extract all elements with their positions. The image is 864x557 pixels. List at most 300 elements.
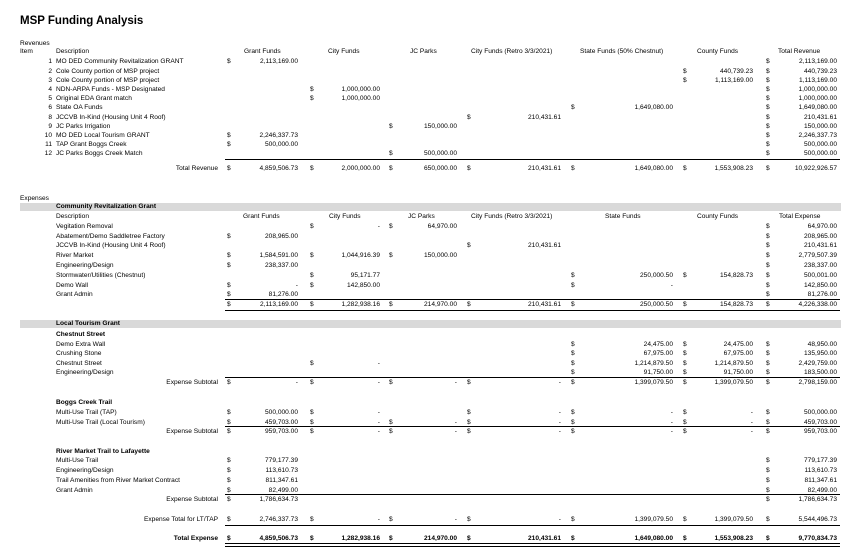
total-revenue-dollar: $: [571, 165, 575, 172]
crg-row-dollar: $: [766, 282, 770, 289]
crg-row-dollar: $: [227, 291, 231, 298]
page-title: MSP Funding Analysis: [20, 15, 144, 27]
boggs-row-dollar: $: [766, 419, 770, 426]
chestnut-row-dollar: $: [571, 360, 575, 367]
revenue-description: JC Parks Boggs Creek Match: [56, 150, 143, 157]
revenue-row-value: 500,000.00: [423, 150, 457, 157]
boggs-description: Multi-Use Trail (Local Tourism): [56, 419, 145, 426]
chestnut-row-value: 183,500.00: [803, 369, 837, 376]
revenue-row-dollar: $: [683, 77, 687, 84]
boggs-row-dollar: $: [227, 409, 231, 416]
revenue-row-value: 1,649,080.00: [798, 104, 837, 111]
boggs-row-dollar: $: [571, 419, 575, 426]
crg-description: Engineering/Design: [56, 262, 114, 269]
boggs-row-dollar: $: [571, 409, 575, 416]
total-revenue-dollar: $: [766, 165, 770, 172]
revenue-item-number: 10: [44, 132, 52, 139]
ltg-title: Local Tourism Grant: [56, 320, 120, 327]
total-expense-value: 4,859,506.73: [259, 535, 298, 542]
header-description: Description: [56, 48, 89, 55]
revenue-item-number: 3: [48, 77, 52, 84]
revenue-column-header: County Funds: [697, 48, 739, 55]
total-revenue-dollar: $: [389, 165, 393, 172]
crg-row-dollar: $: [683, 272, 687, 279]
crg-row-dollar: $: [310, 252, 314, 259]
chestnut-row-value: 1,214,879.50: [714, 360, 753, 367]
total-expense-dollar: $: [467, 535, 471, 542]
boggs-row-value: -: [377, 419, 380, 426]
total-expense-dollar: $: [766, 535, 770, 542]
river-row-dollar: $: [766, 487, 770, 494]
boggs-row-value: -: [558, 419, 561, 426]
crg-row-value: 238,337.00: [803, 262, 837, 269]
river-row-dollar: $: [227, 457, 231, 464]
revenue-row-value: 150,000.00: [423, 123, 457, 130]
revenue-item-number: 4: [48, 86, 52, 93]
boggs-subtotal-value: 959,703.00: [264, 428, 298, 435]
crg-row-dollar: $: [310, 223, 314, 230]
river-row-value: 811,347.61: [265, 477, 298, 484]
revenue-description: Cole County portion of MSP project: [56, 68, 160, 75]
total-expense-value: 210,431.61: [527, 535, 561, 542]
chestnut-row-value: 24,475.00: [643, 341, 673, 348]
boggs-row-value: -: [750, 419, 753, 426]
revenue-item-number: 11: [45, 141, 52, 148]
crg-row-dollar: $: [766, 242, 770, 249]
revenue-row-dollar: $: [389, 150, 393, 157]
river-subtotal-value: 1,786,634.73: [798, 496, 837, 503]
river-row-dollar: $: [766, 467, 770, 474]
revenue-row-dollar: $: [766, 114, 770, 121]
revenue-description: JCCVB In-Kind (Housing Unit 4 Roof): [56, 114, 166, 121]
revenue-total-rule: [225, 159, 840, 160]
header-item: Item: [20, 48, 33, 55]
lt-tap-total-value: -: [558, 516, 561, 523]
lt-tap-total-label: Expense Total for LT/TAP: [143, 516, 218, 523]
revenue-row-dollar: $: [766, 104, 770, 111]
total-expense-value: 1,553,908.23: [714, 535, 753, 542]
revenue-row-value: 1,113,169.00: [798, 77, 837, 84]
river-row-dollar: $: [227, 467, 231, 474]
total-expense-label: Total Expense: [173, 535, 218, 542]
crg-row-dollar: $: [310, 282, 314, 289]
lt-tap-total-dollar: $: [310, 516, 314, 523]
revenue-row-value: 210,431.61: [803, 114, 837, 121]
total-expense-dollar: $: [389, 535, 393, 542]
crg-row-dollar: $: [227, 282, 231, 289]
boggs-row-dollar: $: [467, 409, 471, 416]
chestnut-subtotal-rule: [225, 377, 840, 378]
crg-row-value: 142,850.00: [803, 282, 837, 289]
river-subtotal-value: 1,786,634.73: [259, 496, 298, 503]
crg-total-dollar: $: [227, 301, 231, 308]
crg-column-header: Grant Funds: [243, 213, 280, 220]
chestnut-row-dollar: $: [766, 360, 770, 367]
crg-row-dollar: $: [389, 252, 393, 259]
river-description: Grant Admin: [56, 487, 93, 494]
chestnut-row-value: 91,750.00: [723, 369, 753, 376]
revenue-row-value: 440,739.23: [803, 68, 837, 75]
revenue-description: MO DED Local Tourism GRANT: [56, 132, 150, 139]
revenue-row-dollar: $: [227, 141, 231, 148]
crg-total-underline: [225, 310, 840, 311]
chestnut-description: Crushing Stone: [56, 350, 102, 357]
crg-row-value: 238,337.00: [264, 262, 298, 269]
total-revenue-label: Total Revenue: [175, 165, 218, 172]
revenue-row-value: 500,000.00: [803, 141, 837, 148]
boggs-subtotal-value: -: [558, 428, 561, 435]
lt-tap-total-value: 5,544,496.73: [798, 516, 837, 523]
crg-row-value: 208,965.00: [803, 233, 837, 240]
revenue-item-number: 2: [48, 68, 52, 75]
crg-total-value: 250,000.50: [639, 301, 673, 308]
crg-column-header: City Funds (Retro 3/3/2021): [471, 213, 553, 220]
crg-row-dollar: $: [571, 272, 575, 279]
revenue-row-value: 1,000,000.00: [341, 86, 380, 93]
total-expense-dollar: $: [683, 535, 687, 542]
crg-total-value: 214,970.00: [423, 301, 457, 308]
crg-row-value: 210,431.61: [803, 242, 837, 249]
crg-row-value: 500,001.00: [803, 272, 837, 279]
lt-tap-total-dollar: $: [389, 516, 393, 523]
revenue-item-number: 8: [48, 114, 52, 121]
lt-tap-total-underline: [225, 525, 840, 526]
chestnut-subtotal-value: -: [295, 379, 298, 386]
boggs-row-value: -: [558, 409, 561, 416]
chestnut-row-value: 48,950.00: [807, 341, 837, 348]
boggs-subtotal-rule: [225, 426, 840, 427]
expenses-label: Expenses: [20, 195, 49, 202]
crg-column-header: JC Parks: [408, 213, 435, 220]
boggs-subtotal-value: -: [377, 428, 380, 435]
boggs-subtotal-dollar: $: [227, 428, 231, 435]
crg-description: Grant Admin: [56, 291, 93, 298]
lt-tap-total-value: -: [377, 516, 380, 523]
chestnut-row-value: -: [377, 360, 380, 367]
total-expense-value: 1,282,938.16: [341, 535, 380, 542]
chestnut-row-value: 67,975.00: [723, 350, 753, 357]
boggs-subtotal-label: Expense Subtotal: [166, 428, 218, 435]
revenue-row-dollar: $: [467, 114, 471, 121]
chestnut-subtotal-value: 1,399,079.50: [634, 379, 673, 386]
boggs-subtotal-value: -: [750, 428, 753, 435]
ltg-band: [20, 320, 841, 328]
chestnut-row-value: 24,475.00: [723, 341, 753, 348]
crg-row-value: 64,970.00: [807, 223, 837, 230]
boggs-subtotal-value: -: [454, 428, 457, 435]
lt-tap-total-value: 1,399,079.50: [714, 516, 753, 523]
chestnut-row-dollar: $: [310, 360, 314, 367]
revenue-column-header: Total Revenue: [778, 48, 821, 55]
chestnut-subtotal-value: -: [454, 379, 457, 386]
chestnut-row-dollar: $: [766, 341, 770, 348]
crg-row-dollar: $: [571, 282, 575, 289]
crg-column-header: State Funds: [605, 213, 641, 220]
crg-row-value: -: [670, 282, 673, 289]
chestnut-subtotal-dollar: $: [571, 379, 575, 386]
boggs-row-dollar: $: [766, 409, 770, 416]
crg-row-value: 142,850.00: [346, 282, 380, 289]
revenue-row-dollar: $: [571, 104, 575, 111]
chestnut-row-value: 91,750.00: [643, 369, 673, 376]
crg-row-value: 250,000.50: [639, 272, 673, 279]
total-expense-value: 9,770,834.73: [798, 535, 837, 542]
crg-total-value: 2,113,169.00: [259, 301, 298, 308]
river-row-dollar: $: [766, 457, 770, 464]
revenue-row-value: 150,000.00: [803, 123, 837, 130]
revenue-column-header: JC Parks: [410, 48, 437, 55]
crg-total-dollar: $: [467, 301, 471, 308]
crg-total-dollar: $: [571, 301, 575, 308]
total-expense-dollar: $: [571, 535, 575, 542]
total-expense-value: 214,970.00: [423, 535, 457, 542]
boggs-subtotal-dollar: $: [766, 428, 770, 435]
total-expense-dollar: $: [227, 535, 231, 542]
chestnut-subtotal-value: 1,399,079.50: [714, 379, 753, 386]
boggs-row-value: 459,703.00: [803, 419, 837, 426]
chestnut-row-dollar: $: [683, 350, 687, 357]
total-expense-underline: [225, 543, 840, 547]
river-row-dollar: $: [227, 487, 231, 494]
chestnut-subtotal-value: -: [377, 379, 380, 386]
chestnut-subtotal-dollar: $: [310, 379, 314, 386]
total-revenue-value: 4,859,506.73: [259, 165, 298, 172]
crg-row-dollar: $: [310, 272, 314, 279]
total-revenue-value: 210,431.61: [527, 165, 561, 172]
total-revenue-dollar: $: [310, 165, 314, 172]
revenue-row-value: 1,000,000.00: [341, 95, 380, 102]
boggs-row-dollar: $: [683, 419, 687, 426]
revenue-row-value: 2,113,169.00: [259, 58, 298, 65]
crg-row-value: 150,000.00: [423, 252, 457, 259]
river-description: Trail Amenities from River Market Contract: [56, 477, 180, 484]
boggs-subtotal-dollar: $: [683, 428, 687, 435]
chestnut-row-dollar: $: [766, 350, 770, 357]
revenue-column-header: Grant Funds: [244, 48, 281, 55]
crg-row-value: 81,276.00: [268, 291, 298, 298]
revenue-row-dollar: $: [766, 58, 770, 65]
lt-tap-total-value: -: [454, 516, 457, 523]
boggs-subtotal-value: 959,703.00: [803, 428, 837, 435]
lt-tap-total-dollar: $: [227, 516, 231, 523]
revenue-row-dollar: $: [766, 95, 770, 102]
boggs-row-value: -: [750, 409, 753, 416]
crg-total-dollar: $: [310, 301, 314, 308]
revenue-column-header: City Funds: [328, 48, 360, 55]
crg-row-dollar: $: [766, 272, 770, 279]
crg-column-header: City Funds: [329, 213, 361, 220]
crg-description: Stormwater/Utilities (Chestnut): [56, 272, 146, 279]
crg-row-dollar: $: [766, 233, 770, 240]
chestnut-subtotal-dollar: $: [467, 379, 471, 386]
boggs-row-dollar: $: [389, 419, 393, 426]
revenue-row-dollar: $: [683, 68, 687, 75]
lt-tap-total-dollar: $: [571, 516, 575, 523]
revenue-row-value: 440,739.23: [719, 68, 753, 75]
crg-row-dollar: $: [227, 233, 231, 240]
chestnut-subtotal-value: 2,798,159.00: [798, 379, 837, 386]
revenue-row-value: 2,246,337.73: [259, 132, 298, 139]
total-revenue-value: 10,922,926.57: [794, 165, 837, 172]
chestnut-row-dollar: $: [683, 369, 687, 376]
crg-row-dollar: $: [389, 223, 393, 230]
crg-description: Vegitation Removal: [56, 223, 113, 230]
crg-row-dollar: $: [766, 223, 770, 230]
river-row-value: 779,177.39: [264, 457, 298, 464]
boggs-row-dollar: $: [683, 409, 687, 416]
crg-total-dollar: $: [389, 301, 393, 308]
boggs-row-value: 500,000.00: [803, 409, 837, 416]
boggs-row-dollar: $: [310, 419, 314, 426]
lt-tap-total-dollar: $: [766, 516, 770, 523]
boggs-row-dollar: $: [467, 419, 471, 426]
river-row-value: 113,610.73: [804, 467, 837, 474]
total-revenue-value: 1,553,908.23: [714, 165, 753, 172]
revenue-row-dollar: $: [766, 132, 770, 139]
revenues-label: Revenues: [20, 40, 50, 47]
boggs-subtotal-dollar: $: [389, 428, 393, 435]
revenue-description: Cole County portion of MSP project: [56, 77, 160, 84]
revenue-column-header: State Funds (50% Chestnut): [580, 48, 664, 55]
revenue-item-number: 1: [48, 58, 52, 65]
chestnut-description: Chestnut Street: [56, 360, 102, 367]
crg-row-value: -: [377, 223, 380, 230]
chestnut-description: Demo Extra Wall: [56, 341, 106, 348]
chestnut-heading: Chestnut Street: [56, 331, 106, 338]
crg-row-value: 1,584,591.00: [259, 252, 298, 259]
boggs-row-value: -: [377, 409, 380, 416]
crg-description: JCCVB In-Kind (Housing Unit 4 Roof): [56, 242, 166, 249]
boggs-row-value: -: [670, 419, 673, 426]
chestnut-subtotal-dollar: $: [389, 379, 393, 386]
revenue-row-value: 1,649,080.00: [634, 104, 673, 111]
river-row-dollar: $: [227, 477, 231, 484]
chestnut-row-dollar: $: [766, 369, 770, 376]
total-revenue-dollar: $: [683, 165, 687, 172]
crg-description: Abatement/Demo Saddletree Factory: [56, 233, 165, 240]
chestnut-subtotal-dollar: $: [683, 379, 687, 386]
total-revenue-value: 650,000.00: [423, 165, 457, 172]
revenue-row-dollar: $: [227, 132, 231, 139]
revenue-row-dollar: $: [310, 95, 314, 102]
total-revenue-value: 1,649,080.00: [634, 165, 673, 172]
revenue-row-dollar: $: [766, 86, 770, 93]
crg-total-value: 1,282,938.16: [341, 301, 380, 308]
chestnut-row-dollar: $: [571, 350, 575, 357]
revenue-item-number: 9: [48, 123, 52, 130]
chestnut-row-dollar: $: [571, 341, 575, 348]
crg-row-value: -: [295, 282, 298, 289]
chestnut-description: Engineering/Design: [56, 369, 114, 376]
revenue-row-dollar: $: [766, 141, 770, 148]
crg-row-dollar: $: [766, 252, 770, 259]
revenue-row-dollar: $: [310, 86, 314, 93]
crg-row-dollar: $: [227, 252, 231, 259]
chestnut-subtotal-value: -: [558, 379, 561, 386]
revenue-row-value: 2,113,169.00: [798, 58, 837, 65]
revenue-item-number: 12: [44, 150, 52, 157]
river-row-value: 113,610.73: [265, 467, 298, 474]
chestnut-row-value: 135,950.00: [803, 350, 837, 357]
river-subtotal-rule: [225, 494, 840, 495]
crg-description: River Market: [56, 252, 94, 259]
crg-description: Demo Wall: [56, 282, 88, 289]
river-row-value: 82,499.00: [268, 487, 298, 494]
boggs-subtotal-value: -: [670, 428, 673, 435]
revenue-row-dollar: $: [766, 68, 770, 75]
revenue-row-dollar: $: [227, 58, 231, 65]
boggs-subtotal-dollar: $: [310, 428, 314, 435]
lt-tap-total-dollar: $: [467, 516, 471, 523]
revenue-row-value: 1,000,000.00: [798, 95, 837, 102]
crg-row-value: 95,171.77: [350, 272, 380, 279]
lt-tap-total-value: 1,399,079.50: [634, 516, 673, 523]
total-revenue-dollar: $: [467, 165, 471, 172]
crg-column-header: County Funds: [697, 213, 739, 220]
crg-title: Community Revitalization Grant: [56, 203, 157, 210]
revenue-description: Original EDA Grant match: [56, 95, 132, 102]
chestnut-row-value: 67,975.00: [643, 350, 673, 357]
crg-row-dollar: $: [766, 262, 770, 269]
chestnut-subtotal-dollar: $: [766, 379, 770, 386]
river-description: Multi-Use Trail: [56, 457, 99, 464]
revenue-row-value: 1,113,169.00: [714, 77, 753, 84]
revenue-description: MO DED Community Revitalization GRANT: [56, 58, 184, 65]
crg-total-dollar: $: [766, 301, 770, 308]
revenue-row-dollar: $: [766, 150, 770, 157]
total-revenue-value: 2,000,000.00: [341, 165, 380, 172]
revenue-item-number: 5: [48, 95, 52, 102]
revenue-row-value: 500,000.00: [264, 141, 298, 148]
river-description: Engineering/Design: [56, 467, 114, 474]
crg-row-dollar: $: [766, 291, 770, 298]
crg-column-header: Total Expense: [779, 213, 821, 220]
river-row-value: 811,347.61: [804, 477, 837, 484]
boggs-row-value: -: [454, 419, 457, 426]
river-row-value: 82,499.00: [807, 487, 837, 494]
crg-row-dollar: $: [227, 262, 231, 269]
chestnut-row-value: 2,429,759.00: [798, 360, 837, 367]
crg-row-value: 2,779,507.39: [798, 252, 837, 259]
chestnut-subtotal-label: Expense Subtotal: [166, 379, 218, 386]
chestnut-row-dollar: $: [683, 341, 687, 348]
total-expense-dollar: $: [310, 535, 314, 542]
river-subtotal-label: Expense Subtotal: [166, 496, 218, 503]
revenue-row-dollar: $: [766, 77, 770, 84]
revenue-row-value: 2,246,337.73: [798, 132, 837, 139]
boggs-subtotal-dollar: $: [467, 428, 471, 435]
boggs-row-value: 459,703.00: [264, 419, 298, 426]
crg-total-value: 4,226,338.00: [798, 301, 837, 308]
crg-row-value: 81,276.00: [807, 291, 837, 298]
crg-total-value: 154,828.73: [719, 301, 753, 308]
revenue-row-dollar: $: [389, 123, 393, 130]
lt-tap-total-dollar: $: [683, 516, 687, 523]
boggs-row-value: 500,000.00: [264, 409, 298, 416]
crg-row-dollar: $: [467, 242, 471, 249]
revenue-row-dollar: $: [766, 123, 770, 130]
crg-row-value: 154,828.73: [719, 272, 753, 279]
crg-header-description: Description: [56, 213, 89, 220]
boggs-description: Multi-Use Trail (TAP): [56, 409, 117, 416]
total-revenue-dollar: $: [227, 165, 231, 172]
crg-total-rule: [225, 299, 840, 300]
crg-row-value: 1,044,916.39: [341, 252, 380, 259]
chestnut-row-dollar: $: [571, 369, 575, 376]
lt-tap-total-value: 2,746,337.73: [259, 516, 298, 523]
boggs-subtotal-dollar: $: [571, 428, 575, 435]
river-heading: River Market Trail to Lafayette: [56, 448, 150, 455]
